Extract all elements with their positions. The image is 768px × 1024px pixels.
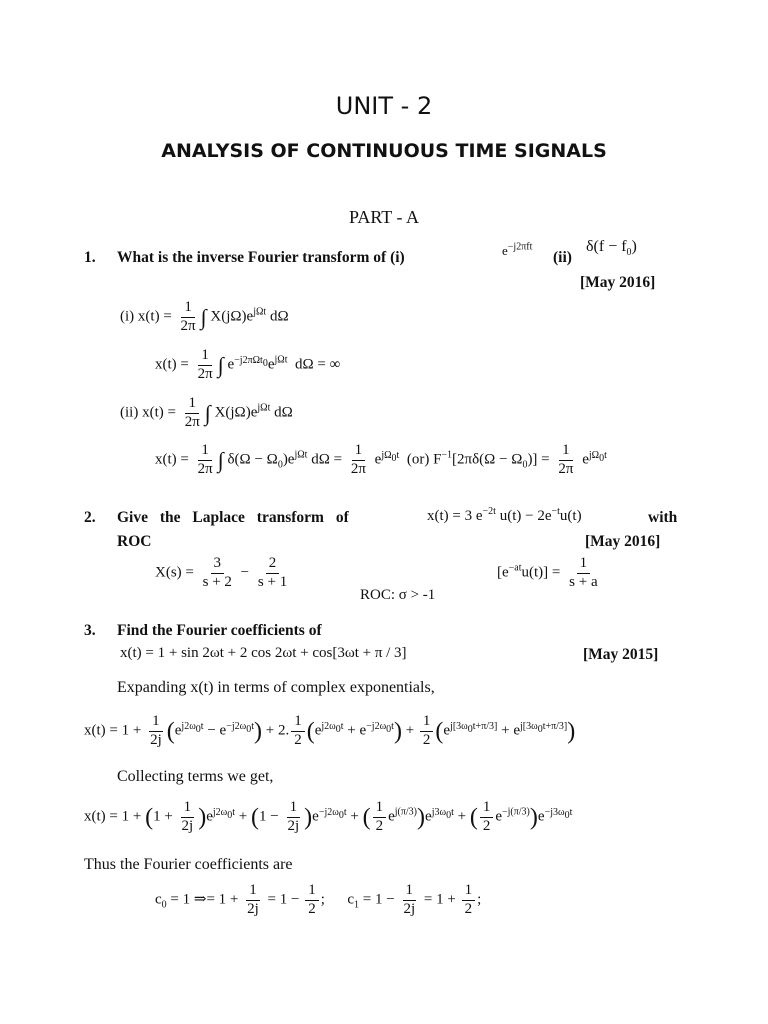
question-1-text-ii: (ii) bbox=[553, 249, 572, 266]
q2-equation-1: X(s) = $\frac{3}{s + 2}$ − $\frac{2}{s + 1}$ bbox=[155, 555, 288, 590]
question-1-text: What is the inverse Fourier transform of (i) bbox=[117, 249, 405, 266]
q1-equation-1: (i) x(t) = $\frac{1}{2\pi}$ ∫ $X(j\Omega)e^{j\Omega t}$ dΩ bbox=[120, 299, 289, 334]
question-3-coeff-text: Thus the Fourier coefficients are bbox=[84, 856, 293, 873]
unit-title: UNIT - 2 bbox=[335, 92, 433, 120]
question-3-tag: [May 2015] bbox=[583, 646, 659, 663]
question-2-tag: [May 2016] bbox=[585, 533, 661, 550]
q1-equation-2: x(t) = $\frac{1}{2\pi}$ ∫ $e^{-j2\pi\Omega t_0}e^{j\Omega t}$ dΩ = ∞ bbox=[155, 347, 341, 382]
question-3-number: 3. bbox=[84, 622, 96, 639]
chapter-title: ANALYSIS OF CONTINUOUS TIME SIGNALS bbox=[161, 140, 607, 162]
q3-equation-2: x(t) = 1 + (1 + $\frac{1}{2j}$ )$e^{j2\omega_0t} + (1$ − $\frac{1}{2j}$ )$e^{-j2\omega_0t}$ + ( $\frac{1}{2}$ $e^{j(\pi/3)})e^{j3\omega_0t}$ + ( $\frac{1}{2}$ $e^{-j(\pi/3)})e^{-j3\omega_0t}$ bbox=[84, 799, 573, 834]
question-1-expr-ii: $\delta(f - f_0)$ bbox=[586, 238, 637, 259]
question-2-number: 2. bbox=[84, 509, 96, 526]
part-title: PART - A bbox=[349, 207, 419, 227]
question-3-collect-text: Collecting terms we get, bbox=[117, 768, 274, 785]
question-2-text-line2: ROC bbox=[117, 533, 152, 550]
question-3-expand-text: Expanding x(t) in terms of complex exponentials, bbox=[117, 679, 435, 696]
question-1-tag: [May 2016] bbox=[580, 274, 656, 291]
q3-equation-3: $c_0 = 1$ ⇒= 1 + $\frac{1}{2j}$ = 1 − $\frac{1}{2}$ ; $c_1 = 1$ − $\frac{1}{2j}$ = 1 + $\frac{1}{2}$ ; bbox=[155, 882, 482, 917]
question-2-text: Give the Laplace transform of bbox=[117, 509, 349, 526]
q1-equation-3: (ii) x(t) = $\frac{1}{2\pi}$ ∫ $X(j\Omega)e^{j\Omega t}$ dΩ bbox=[120, 395, 293, 430]
question-3-text: Find the Fourier coefficients of bbox=[117, 622, 322, 639]
question-1-expr-i: $e^{-j2\pi ft}$ bbox=[502, 241, 533, 258]
q2-equation-2: $[e^{-at}u(t)]$ = $\frac{1}{s + a}$ bbox=[497, 555, 598, 590]
question-2-roc: ROC: σ > -1 bbox=[360, 587, 436, 603]
question-2-expr: x(t) = 3 $e^{-2t}$ $u(t) - 2e^{-t}u(t)$ bbox=[427, 506, 582, 524]
question-1-number: 1. bbox=[84, 249, 96, 266]
q1-equation-4: x(t) = $\frac{1}{2\pi}$ ∫ $\delta(\Omega - \Omega_0)e^{j\Omega t}$ dΩ = $\frac{1}{2\pi}$ $e^{j\Omega_0t}$ (or) $F^{-1}[2\pi\delta(\Omega - \Omega_0)]$ = $\frac{1}{2\pi}$ $e^{j\Omega_0t}$ bbox=[155, 442, 607, 477]
q3-equation-1: x(t) = 1 + $\frac{1}{2j}$ $(e^{j2\omega_0t} - e^{-j2\omega_0t}) + 2$. $\frac{1}{2}$ $(e^{j2\omega_0t} + e^{-j2\omega_0t})$ + $\frac{1}{2}$ $(e^{j[3\omega_0t+\pi/3]} + e^{j[3\omega_0t+\pi/3]})$ bbox=[84, 713, 576, 748]
question-3-expr: x(t) = 1 + sin 2ωt + 2 cos 2ωt + cos[3ωt + π / 3] bbox=[120, 645, 407, 661]
question-2-text-tail: with bbox=[648, 509, 678, 526]
